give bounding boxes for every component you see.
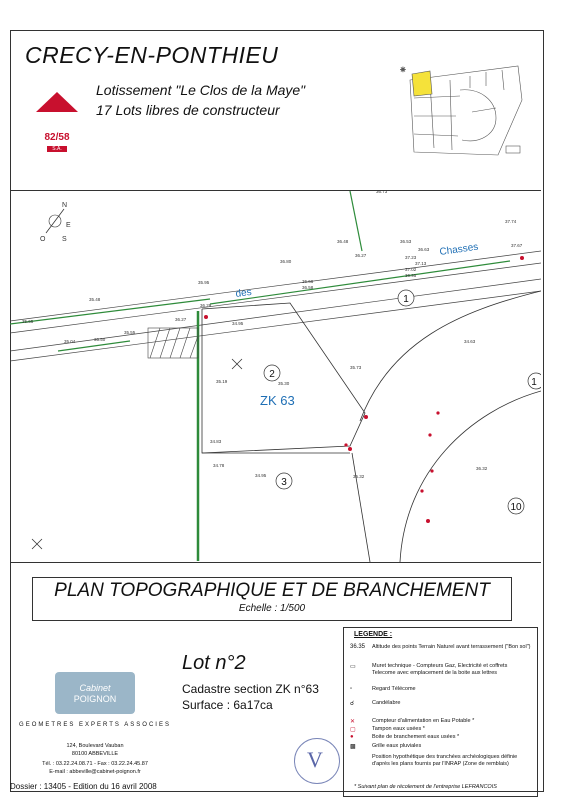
firm-email: E-mail : abbeville@cabinet-poignon.fr (49, 769, 141, 775)
svg-text:35.04: 35.04 (64, 339, 76, 344)
svg-text:36.95: 36.95 (405, 273, 417, 278)
subdivision-name: Lotissement "Le Clos de la Maye" (96, 82, 306, 98)
svg-text:35.95: 35.95 (198, 280, 210, 285)
plan-title-box (32, 577, 512, 621)
town-title: CRECY-EN-PONTHIEU (25, 42, 279, 68)
svg-text:36.27: 36.27 (175, 317, 187, 322)
svg-text:35.19: 35.19 (216, 379, 228, 384)
svg-text:34.83: 34.83 (210, 439, 222, 444)
key-map (400, 60, 526, 163)
lot-surface: Surface : 6a17ca (182, 698, 273, 712)
legend-item-candelabre: Candélabre (372, 700, 401, 706)
svg-text:36.58: 36.58 (302, 285, 314, 290)
firm-logo-line2: POIGNON (73, 694, 117, 704)
firm-logo (55, 672, 135, 714)
lot-number-1: 1 (403, 294, 409, 305)
stamp-seal: V (294, 738, 340, 784)
svg-text:37.13: 37.13 (415, 261, 427, 266)
lot-number-2: 2 (269, 369, 275, 380)
lot-number-10: 10 (510, 502, 522, 513)
svg-text:34.95: 34.95 (232, 321, 244, 326)
legend-icon-water: ✕ (350, 719, 356, 725)
svg-text:35.55: 35.55 (124, 330, 136, 335)
legend (343, 627, 538, 797)
svg-text:37.67: 37.67 (511, 243, 523, 248)
legend-icon-boite: ● (350, 734, 354, 740)
road-word-1: des (234, 286, 253, 300)
firm-address1: 124, Boulevard Vauban (66, 743, 124, 749)
lot-cadastre: Cadastre section ZK n°63 (182, 682, 319, 696)
compass-s: S (62, 236, 67, 243)
legend-item-muret: Muret technique - Compteurs Gaz, Electricité et coffrets Telecome avec emplacement de la boite aux lettres (372, 663, 508, 676)
legend-icon-grille: ▩ (350, 744, 356, 750)
compass-o: O (40, 236, 46, 243)
legend-footnote: * Suivant plan de récolement de l'entreprise LEFRANCOIS (354, 784, 497, 790)
logo-sub: S.A. (47, 146, 67, 152)
plan-scale: Echelle : 1/500 (238, 603, 306, 614)
developer-logo (32, 88, 82, 160)
legend-item-water: Compteur d'alimentation en Eau Potable * (372, 718, 475, 724)
legend-item-grille: Grille eaux pluviales (372, 743, 422, 749)
svg-text:36.53: 36.53 (400, 239, 412, 244)
compass-n: N (62, 202, 68, 209)
svg-text:35.50: 35.50 (94, 337, 106, 342)
topographic-plan (10, 190, 541, 563)
svg-text:37.74: 37.74 (505, 219, 517, 224)
legend-icon-telecom: ▫ (350, 686, 353, 692)
firm-name: GEOMETRES EXPERTS ASSOCIES (19, 722, 171, 728)
svg-text:35.30: 35.30 (278, 381, 290, 386)
parcel-label: ZK 63 (260, 393, 295, 408)
compass-e: E (66, 222, 71, 229)
svg-text:37.02: 37.02 (405, 267, 417, 272)
compass-icon (40, 202, 71, 243)
svg-text:35.65: 35.65 (22, 319, 34, 324)
legend-icon-tampon: ▢ (350, 727, 356, 733)
lot-number-3: 3 (281, 477, 287, 488)
road-word-2: Chasses (438, 241, 479, 258)
legend-icon-candelabre: ☌ (350, 701, 355, 707)
legend-item-tranchees: Position hypothétique des tranchées archéologiques définie d'après les plans fournis par l'INRAP (Zone de remblais) (372, 754, 518, 767)
dossier-info: Dossier : 13405 - Edition du 16 avril 2008 (10, 782, 157, 791)
legend-item-elevation: Altitude des points Terrain Naturel avant terrassement ("Bon sol") (372, 644, 531, 650)
legend-item-tampon: Tampon eaux usées * (372, 726, 425, 732)
svg-text:35.73: 35.73 (350, 365, 362, 370)
legend-title: LEGENDE : (354, 631, 393, 638)
svg-text:35.32: 35.32 (353, 474, 365, 479)
svg-text:36.32: 36.32 (476, 466, 488, 471)
svg-text:36.48: 36.48 (337, 239, 349, 244)
logo-number: 82/58 (44, 132, 70, 143)
lot-number-11: 1 (531, 377, 537, 388)
legend-item-boite: Boite de branchement eaux usées * (372, 734, 460, 740)
svg-text:37.23: 37.23 (405, 255, 417, 260)
lot-title: Lot n°2 (182, 652, 246, 674)
svg-text:34.63: 34.63 (464, 339, 476, 344)
firm-address2: 80100 ABBEVILLE (71, 751, 119, 757)
legend-item-telecom: Regard Télécome (372, 686, 416, 692)
lots-description: 17 Lots libres de constructeur (96, 102, 280, 118)
svg-text:✳: ✳ (400, 67, 406, 74)
svg-text:34.78: 34.78 (213, 463, 225, 468)
svg-text:36.29: 36.29 (200, 303, 212, 308)
svg-text:35.48: 35.48 (89, 297, 101, 302)
svg-text:36.27: 36.27 (355, 253, 367, 258)
svg-text:36.66: 36.66 (302, 279, 314, 284)
svg-text:36.63: 36.63 (418, 247, 430, 252)
svg-text:36.73: 36.73 (376, 191, 388, 194)
firm-phone: Tél. : 03.22.24.08.71 - Fax : 03.22.24.45.87 (42, 761, 148, 767)
svg-text:36.80: 36.80 (280, 259, 292, 264)
plan-title: PLAN TOPOGRAPHIQUE ET DE BRANCHEMENT (54, 580, 490, 601)
legend-icon-muret: ▭ (350, 664, 356, 670)
svg-text:34.95: 34.95 (255, 473, 267, 478)
firm-logo-line1: Cabinet (79, 683, 111, 693)
legend-icon-elevation: 36.35 (350, 644, 366, 650)
